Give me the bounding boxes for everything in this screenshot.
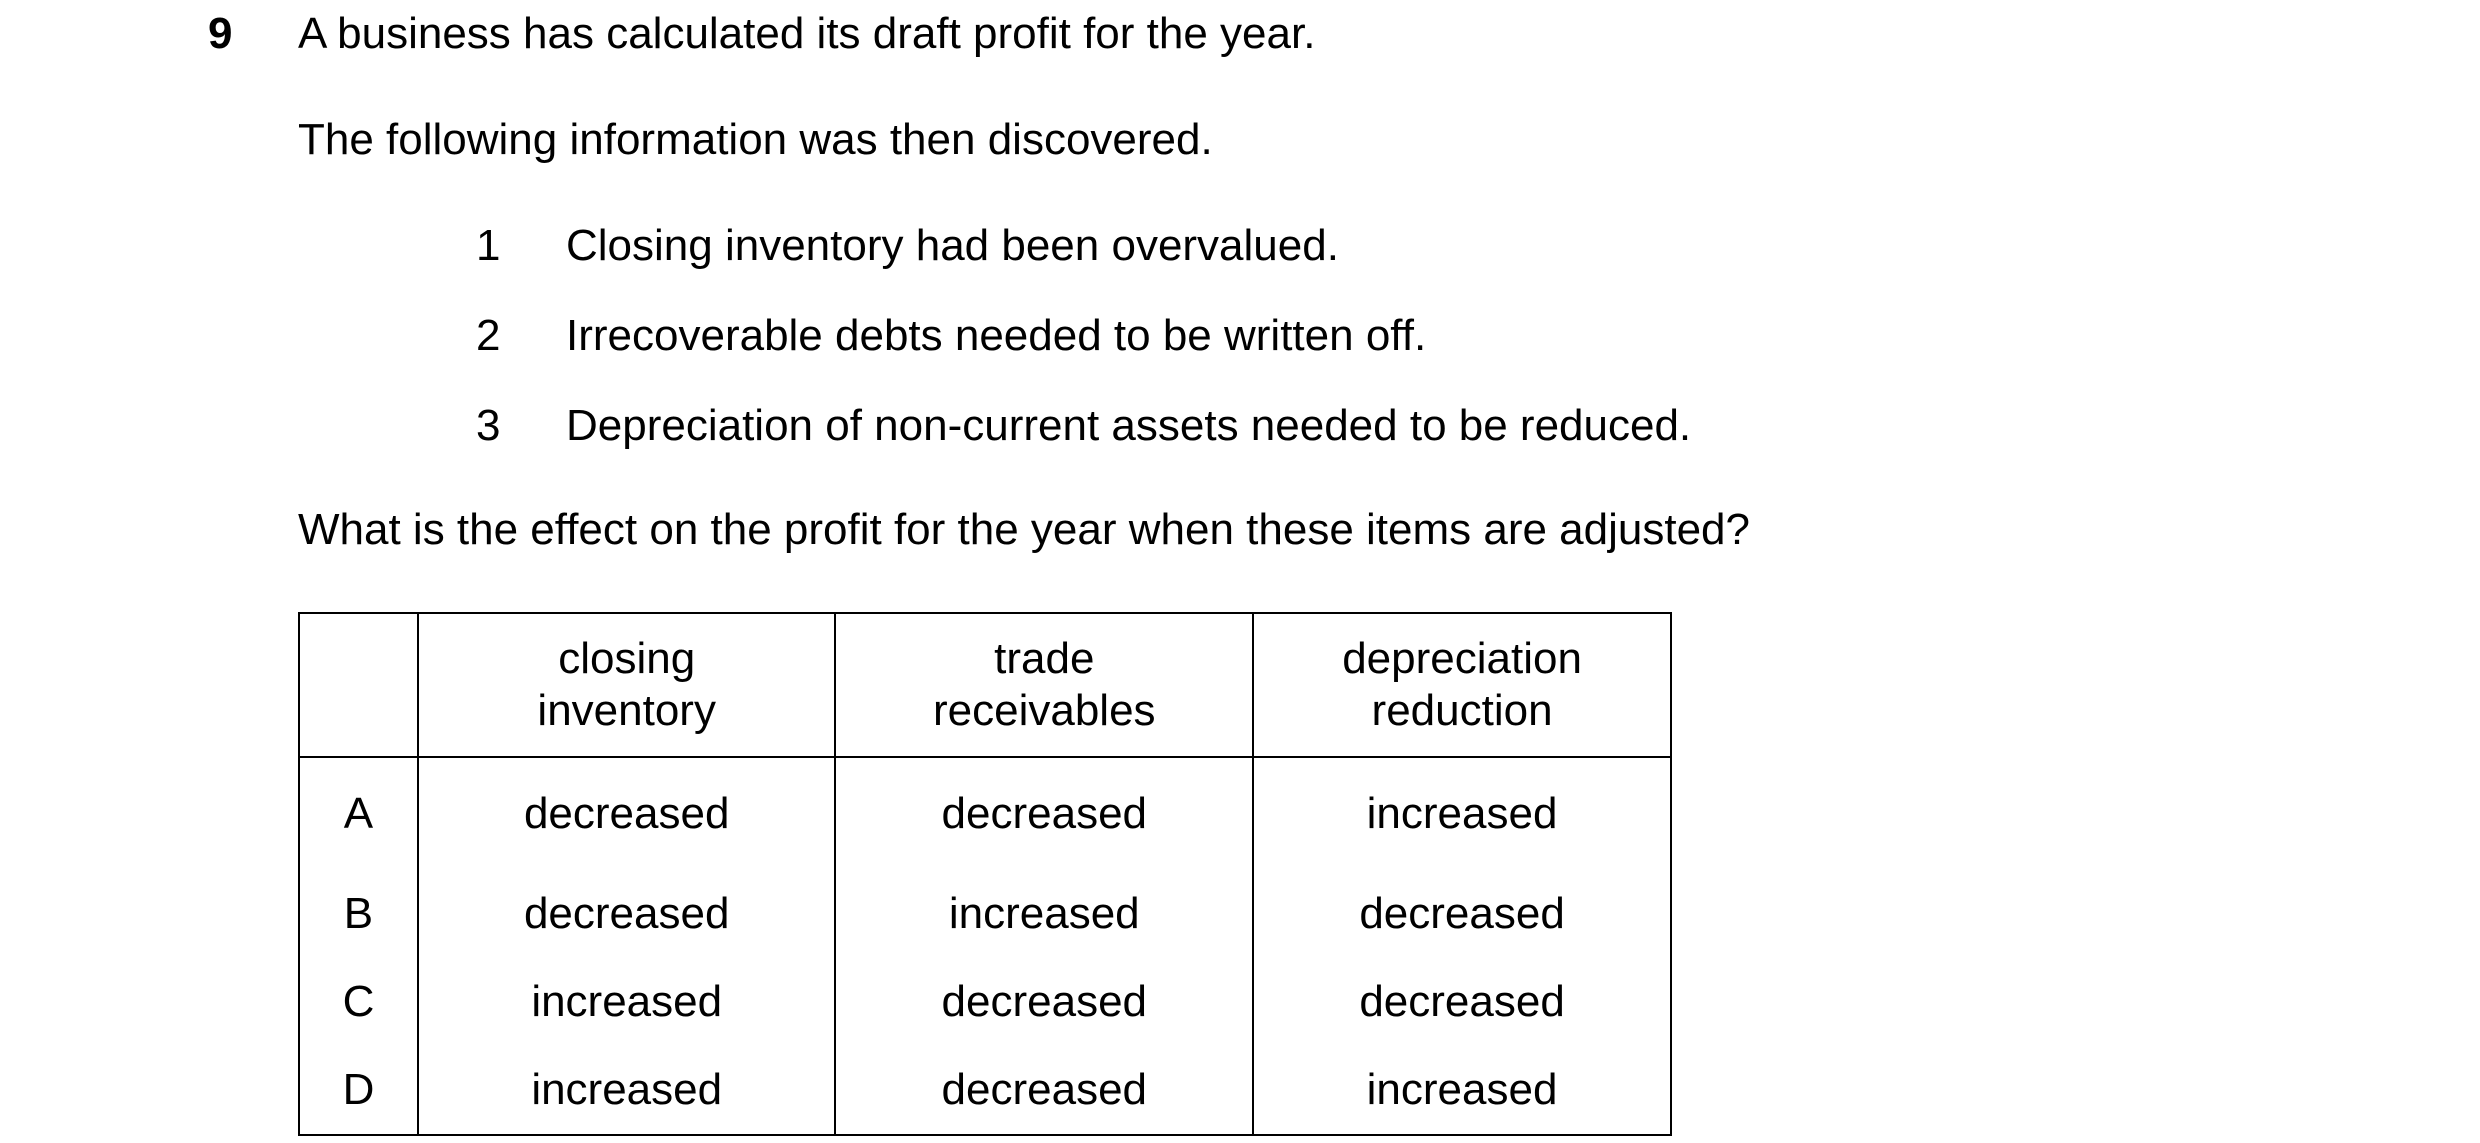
header-line: receivables: [932, 686, 1156, 735]
list-item: [476, 306, 1426, 366]
list-item: [476, 216, 1339, 276]
table-cell: increased: [835, 870, 1253, 958]
answer-table: [298, 612, 1672, 1136]
list-item: [476, 396, 1691, 456]
table-cell: decreased: [835, 757, 1253, 870]
header-line: closing: [558, 634, 696, 683]
table-cell: decreased: [835, 958, 1253, 1046]
list-item-number: 1: [476, 221, 501, 270]
header-line: reduction: [1371, 686, 1553, 735]
table-row: [299, 870, 1671, 958]
list-item-text: Closing inventory had been overvalued.: [566, 221, 1339, 270]
list-item-number: 3: [476, 401, 501, 450]
table-cell: decreased: [1253, 870, 1671, 958]
option-letter: C: [299, 958, 418, 1046]
header-cell: [418, 613, 835, 757]
table-cell: decreased: [1253, 958, 1671, 1046]
list-item-text: Irrecoverable debts needed to be written off.: [566, 311, 1427, 360]
list-item-number: 2: [476, 311, 501, 360]
header-cell: [1253, 613, 1671, 757]
table-row: [299, 1046, 1671, 1135]
table-header-row: [299, 613, 1671, 757]
option-letter: D: [299, 1046, 418, 1135]
header-line: inventory: [537, 686, 716, 735]
header-line: trade: [994, 634, 1095, 683]
header-cell-empty: [299, 613, 418, 757]
table-cell: decreased: [835, 1046, 1253, 1135]
table-row: [299, 757, 1671, 870]
question-prompt: What is the effect on the profit for the year when these items are adjusted?: [298, 505, 1750, 554]
table-cell: increased: [418, 958, 835, 1046]
header-line: depreciation: [1342, 634, 1582, 683]
question-number: 9: [208, 9, 233, 58]
question-lead: The following information was then discovered.: [298, 115, 1213, 164]
table-row: [299, 958, 1671, 1046]
table-cell: increased: [1253, 1046, 1671, 1135]
list-item-text: Depreciation of non-current assets needed to be reduced.: [566, 401, 1692, 450]
option-letter: B: [299, 870, 418, 958]
table-cell: increased: [1253, 757, 1671, 870]
question-intro: A business has calculated its draft profit for the year.: [298, 9, 1316, 58]
table-cell: decreased: [418, 870, 835, 958]
header-cell: [835, 613, 1253, 757]
option-letter: A: [299, 757, 418, 870]
table-cell: increased: [418, 1046, 835, 1135]
table-cell: decreased: [418, 757, 835, 870]
